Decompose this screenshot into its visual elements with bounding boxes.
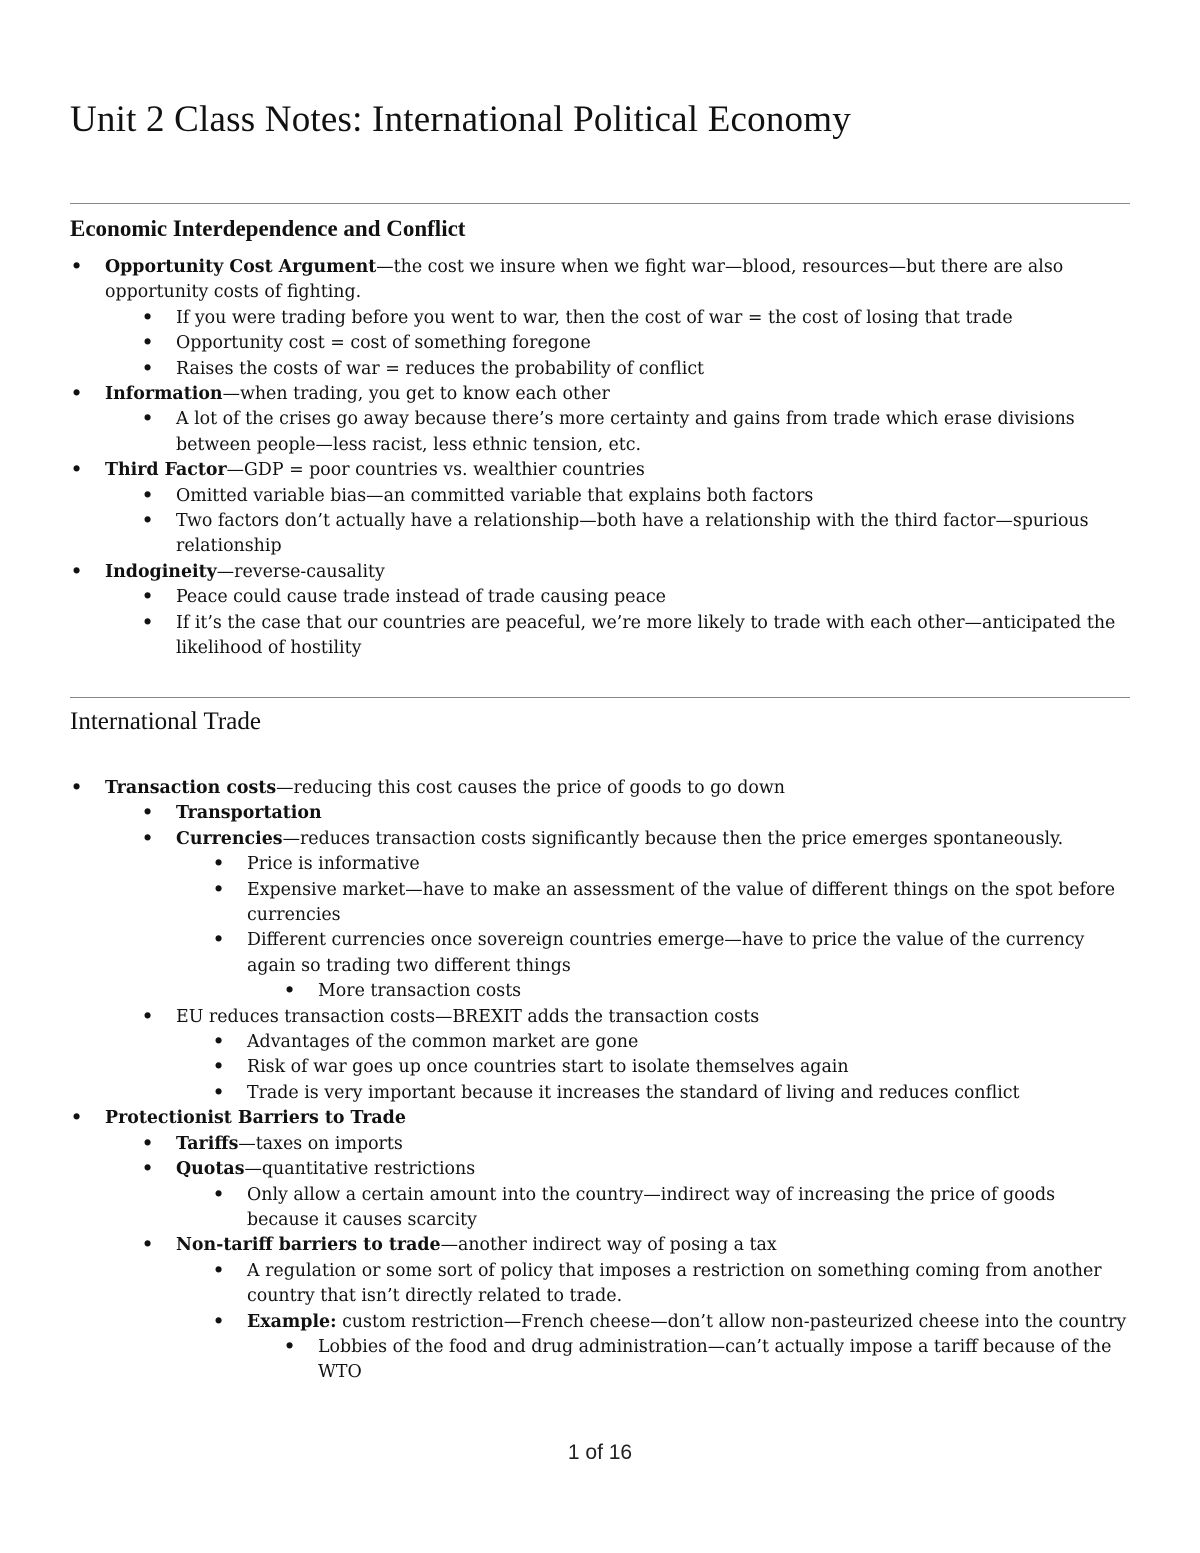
term-label: Indogineity [105,561,217,582]
section-heading-economic-interdependence: Economic Interdependence and Conflict [70,216,466,241]
sub-list [176,407,1130,458]
term-label: Example: [247,1311,337,1332]
sub-list [247,1183,1130,1234]
list-item: • Peace could cause trade instead of trade causing peace [176,585,1130,610]
term-label: Protectionist Barriers to Trade [105,1108,406,1129]
list-item: • A lot of the crises go away because there’s more certainty and gains from trade which erase divisions between people—less racist, less ethnic tension, etc. [176,407,1130,458]
item-text: —the cost we insure when we fight war—blood, resources—but there are also opportunity costs of fighting. [105,257,1064,303]
list-item [176,1233,1130,1385]
list-item [105,560,1130,662]
list-item: • If you were trading before you went to war, then the cost of war = the cost of losing that trade [176,306,1130,331]
list-item [176,1132,1130,1157]
item-text: EU reduces transaction costs—BREXIT adds the transaction costs [176,1006,760,1027]
section1-list [105,255,1130,662]
term-label: Third Factor [105,460,227,481]
sub-list [247,1030,1130,1106]
list-item: • Omitted variable bias—an committed variable that explains both factors [176,484,1130,509]
list-item: • Expensive market—have to make an assessment of the value of different things on the spot before currencies [247,878,1130,929]
section-divider [70,697,1130,698]
item-text: Different currencies once sovereign countries emerge—have to price the value of the currency again so trading two different things [247,930,1085,976]
sub-list [247,1259,1130,1386]
sub-list [176,306,1130,382]
term-label: Tariffs [176,1133,239,1154]
item-text: —reduces transaction costs significantly because then the price emerges spontaneously. [282,828,1064,849]
item-text: —taxes on imports [238,1133,403,1154]
term-label: Currencies [176,828,283,849]
list-item: • Price is informative [247,852,1130,877]
document-title: Unit 2 Class Notes: International Political Economy [70,99,851,140]
list-item [105,255,1130,382]
list-item [105,776,1130,1106]
item-text: —reducing this cost causes the price of goods to go down [276,778,785,798]
page-number: 1 of 16 [567,1441,633,1464]
term-label: Transportation [176,803,322,824]
list-item [176,827,1130,1005]
list-item: • Raises the costs of war = reduces the probability of conflict [176,357,1130,382]
section-divider [70,203,1130,204]
sub-list [318,979,1130,1004]
list-item [105,382,1130,458]
list-item [247,928,1130,1004]
sub-list [176,585,1130,661]
list-item: • If it’s the case that our countries are peaceful, we’re more likely to trade with each other—anticipated the likelihood of hostility [176,611,1130,662]
term-label: Quotas [176,1159,245,1180]
list-item [176,801,1130,826]
list-item [176,1157,1130,1233]
list-item: • More transaction costs [318,979,1130,1004]
sub-list [247,852,1130,1004]
list-item: • Two factors don’t actually have a relationship—both have a relationship with the third factor—spurious relationship [176,509,1130,560]
list-item: • A regulation or some sort of policy that imposes a restriction on something coming from another country that isn’t directly related to trade. [247,1259,1130,1310]
section2-list [105,776,1130,1386]
sub-list [176,484,1130,560]
list-item: • Trade is very important because it increases the standard of living and reduces conflict [247,1081,1130,1106]
sub-list [176,1132,1130,1386]
term-label: Opportunity Cost Argument [105,257,377,277]
list-item: • Lobbies of the food and drug administration—can’t actually impose a tariff because of the WTO [318,1335,1130,1386]
section-heading-international-trade: International Trade [70,708,261,735]
item-text: —when trading, you get to know each other [222,384,610,405]
item-text: —quantitative restrictions [244,1159,476,1180]
term-label: Transaction costs [105,778,277,798]
list-item: • Advantages of the common market are gone [247,1030,1130,1055]
term-label: Non-tariff barriers to trade [176,1235,441,1256]
list-item [105,458,1130,560]
list-item: • Risk of war goes up once countries start to isolate themselves again [247,1055,1130,1080]
item-text: —reverse-causality [216,561,385,582]
sub-list [176,801,1130,1106]
item-text: custom restriction—French cheese—don’t allow non-pasteurized cheese into the country [336,1311,1127,1332]
sub-list [318,1335,1130,1386]
item-text: —GDP = poor countries vs. wealthier countries [226,460,645,481]
term-label: Information [105,384,223,405]
list-item [247,1310,1130,1386]
list-item: • Opportunity cost = cost of something foregone [176,331,1130,356]
item-text: —another indirect way of posing a tax [440,1235,777,1256]
list-item [176,1005,1130,1107]
list-item [105,1106,1130,1385]
list-item: • Only allow a certain amount into the country—indirect way of increasing the price of goods because it causes scarcity [247,1183,1130,1234]
